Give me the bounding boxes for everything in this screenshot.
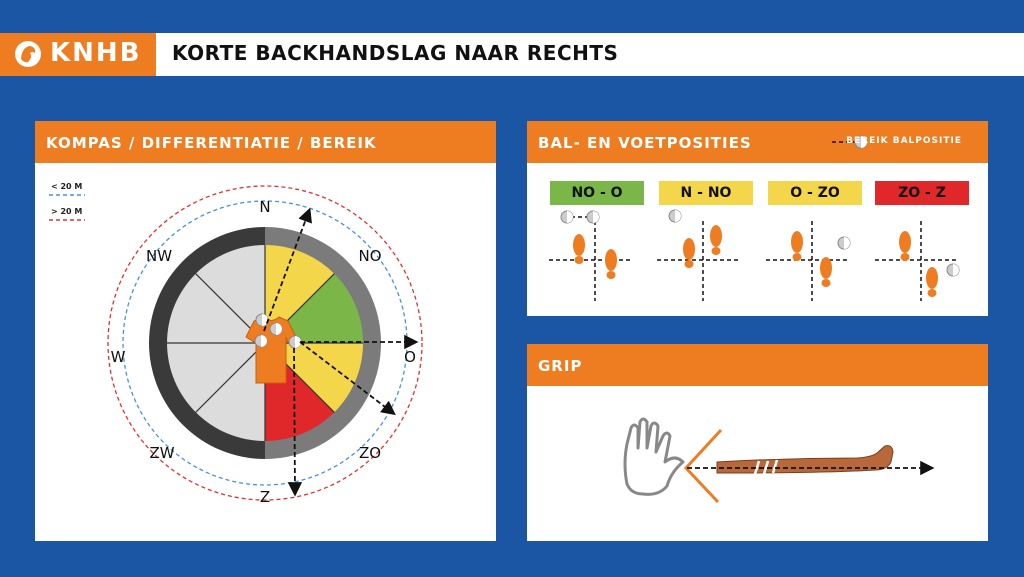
page-title: KORTE BACKHANDSLAG NAAR RECHTS bbox=[172, 41, 619, 65]
knhb-logo bbox=[0, 33, 156, 76]
logo-text: KNHB bbox=[50, 38, 142, 68]
dir-n: N bbox=[259, 198, 271, 216]
dir-zw: ZW bbox=[149, 444, 175, 462]
range-legend-label: BEREIK BALPOSITIE bbox=[846, 136, 962, 146]
foot-diagram-3 bbox=[766, 221, 849, 301]
grip-diagram bbox=[527, 344, 988, 541]
compass-panel bbox=[35, 121, 496, 541]
dir-o: O bbox=[404, 348, 416, 366]
positions-panel-title: BAL- EN VOETPOSITIES bbox=[538, 134, 752, 152]
foot-diagram-1 bbox=[549, 217, 632, 301]
positions-panel bbox=[527, 121, 988, 316]
dir-zo: ZO bbox=[358, 444, 382, 462]
legend-long-range: > 20 M bbox=[51, 207, 83, 216]
dir-z: Z bbox=[259, 488, 271, 506]
grip-panel bbox=[527, 344, 988, 541]
compass-diagram bbox=[35, 121, 496, 541]
dir-no: NO bbox=[358, 247, 382, 265]
compass-panel-title: KOMPAS / DIFFERENTIATIE / BEREIK bbox=[46, 134, 377, 152]
foot-diagram-4 bbox=[875, 221, 958, 301]
lion-icon bbox=[8, 33, 48, 76]
foot-diagram-2 bbox=[657, 221, 740, 301]
legend-short-range: < 20 M bbox=[51, 182, 83, 191]
grip-v-icon bbox=[686, 430, 721, 502]
foot-position-diagrams bbox=[527, 121, 988, 316]
pos-label-n-no: N - NO bbox=[659, 181, 753, 205]
hockey-stick-icon bbox=[717, 446, 893, 474]
dir-w: W bbox=[110, 348, 126, 366]
dir-nw: NW bbox=[145, 247, 173, 265]
grip-panel-title: GRIP bbox=[538, 357, 583, 375]
pos-label-o-zo: O - ZO bbox=[768, 181, 862, 205]
pos-label-no-o: NO - O bbox=[550, 181, 644, 205]
hand-icon bbox=[625, 419, 683, 494]
pos-label-zo-z: ZO - Z bbox=[875, 181, 969, 205]
